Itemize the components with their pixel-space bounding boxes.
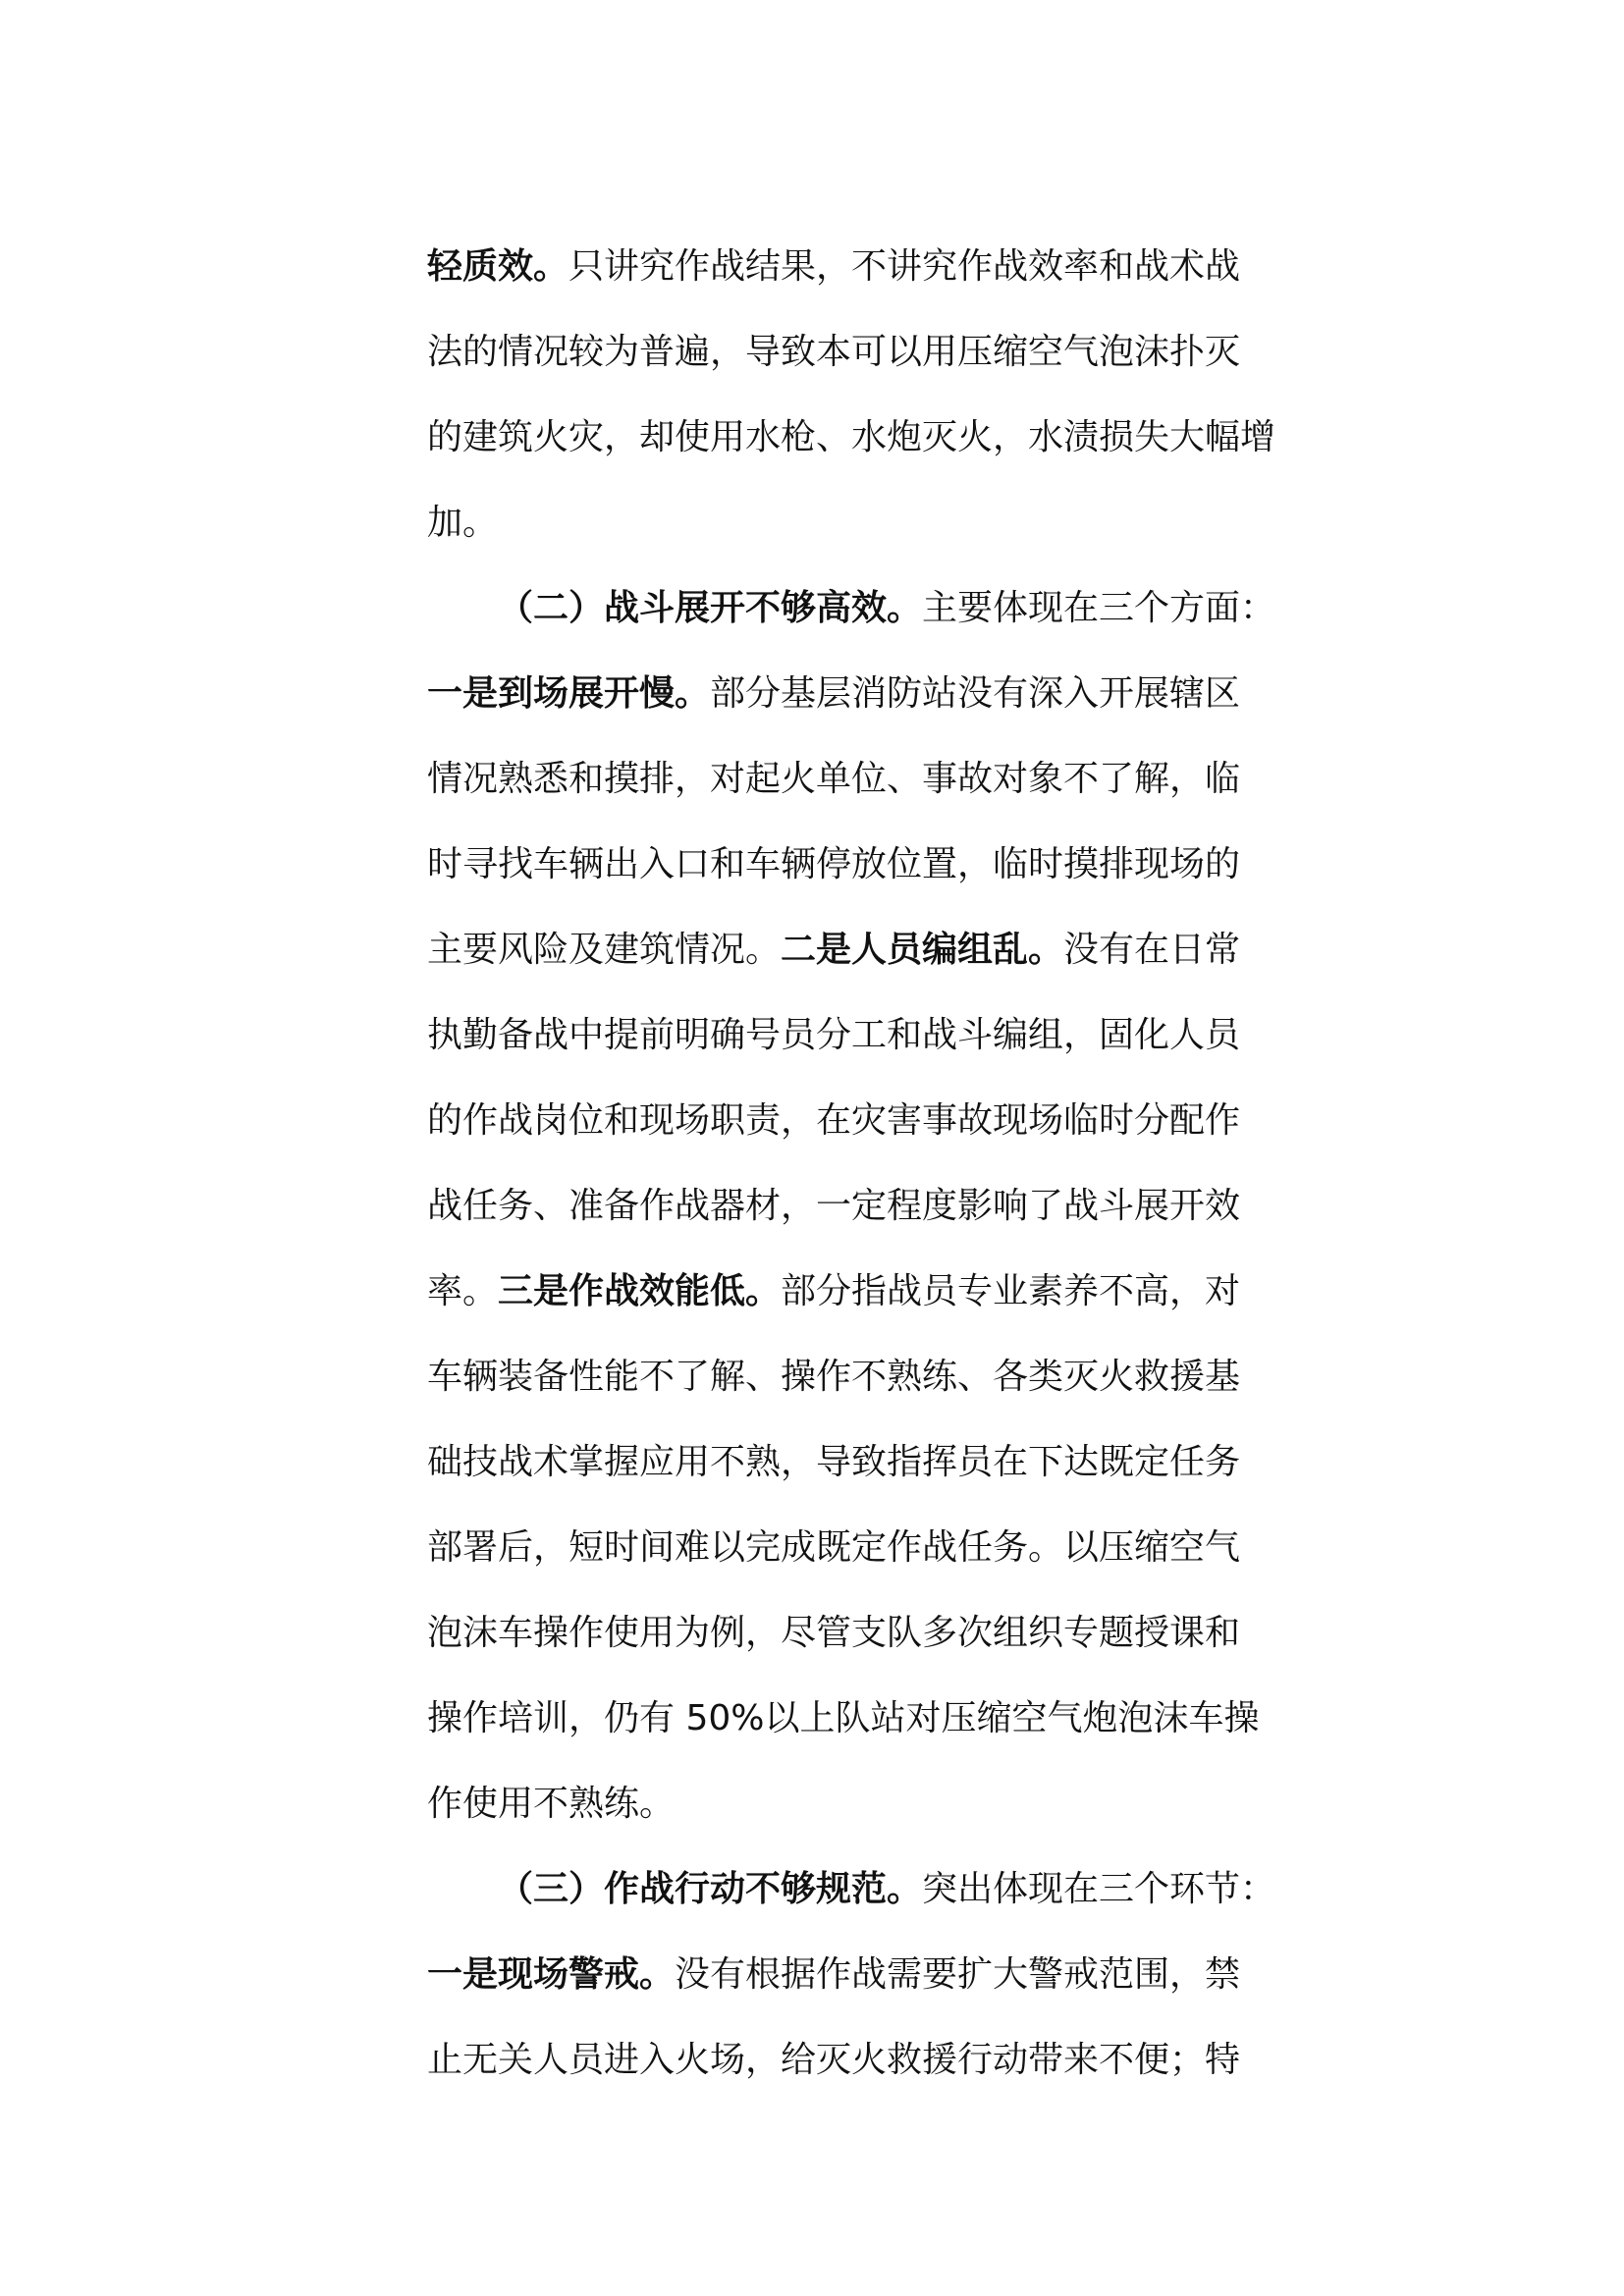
line-text: 法的情况较为普遍，导致本可以用压缩空气泡沫扑灭: [427, 332, 1241, 372]
bold-lead: 轻质效。: [427, 246, 569, 287]
section-heading-line: [427, 1846, 1276, 1932]
bold-lead: 三是作战效能低。: [498, 1271, 782, 1311]
line-text: 执勤备战中提前明确号员分工和战斗编组，固化人员: [427, 1015, 1241, 1055]
text-line: [427, 395, 1276, 480]
line-text: 主要体现在三个方面：: [922, 588, 1276, 628]
line-text: 加。: [427, 503, 499, 543]
section-heading: （三）作战行动不够规范。: [498, 1869, 923, 1909]
text-line: [427, 1761, 1213, 1846]
line-text: 部分指战员专业素养不高，对: [781, 1271, 1241, 1311]
line-text: 没有根据作战需要扩大警戒范围，禁: [675, 1954, 1241, 1995]
text-line: [427, 907, 1241, 992]
text-line: [427, 1505, 1241, 1590]
text-line: [427, 1419, 1241, 1505]
section-heading: （二）战斗展开不够高效。: [498, 588, 923, 628]
line-text: 的作战岗位和现场职责，在灾害事故现场临时分配作: [427, 1100, 1241, 1141]
text-line: [427, 1078, 1241, 1163]
text-line: [427, 1334, 1241, 1419]
text-line: [427, 1249, 1241, 1334]
text-line: [427, 651, 1241, 736]
bold-lead: 一是现场警戒。: [427, 1954, 676, 1995]
body-text: [427, 224, 1276, 2103]
line-text: 部分基层消防站没有深入开展辖区: [710, 673, 1241, 714]
line-text: 止无关人员进入火场，给灭火救援行动带来不便；特: [427, 2040, 1241, 2080]
line-text: 没有在日常: [1063, 930, 1241, 970]
line-text: 车辆装备性能不了解、操作不熟练、各类灭火救援基: [427, 1357, 1241, 1397]
line-text: 主要风险及建筑情况。: [427, 930, 782, 970]
line-text: 战任务、准备作战器材，一定程度影响了战斗展开效: [427, 1186, 1241, 1226]
line-text: 突出体现在三个环节：: [922, 1869, 1276, 1909]
line-text: 率。: [427, 1271, 499, 1311]
line-text: 作使用不熟练。: [427, 1784, 676, 1824]
text-line: [427, 224, 1241, 309]
line-text: 时寻找车辆出入口和车辆停放位置，临时摸排现场的: [427, 844, 1241, 884]
text-line: [427, 309, 1241, 395]
text-line: [427, 480, 1213, 565]
text-line: [427, 1590, 1241, 1676]
text-line: [427, 2017, 1241, 2103]
line-text: 础技战术掌握应用不熟，导致指挥员在下达既定任务: [427, 1442, 1241, 1482]
line-text: 操作培训，仍有 50%以上队站对压缩空气炮泡沫车操: [427, 1698, 1260, 1738]
line-text: 的建筑火灾，却使用水枪、水炮灭火，水渍损失大幅增: [427, 417, 1276, 457]
line-text: 只讲究作战结果，不讲究作战效率和战术战: [568, 246, 1241, 287]
text-line: [427, 822, 1241, 907]
text-line: [427, 1676, 1260, 1761]
text-line: [427, 992, 1241, 1078]
text-line: [427, 736, 1241, 822]
line-text: 部署后，短时间难以完成既定作战任务。以压缩空气: [427, 1527, 1241, 1568]
text-line: [427, 1163, 1241, 1249]
text-line: [427, 1932, 1241, 2017]
bold-lead: 二是人员编组乱。: [781, 930, 1064, 970]
line-text: 情况熟悉和摸排，对起火单位、事故对象不了解，临: [427, 759, 1241, 799]
line-text: 泡沫车操作使用为例，尽管支队多次组织专题授课和: [427, 1613, 1241, 1653]
bold-lead: 一是到场展开慢。: [427, 673, 711, 714]
section-heading-line: [427, 565, 1276, 651]
